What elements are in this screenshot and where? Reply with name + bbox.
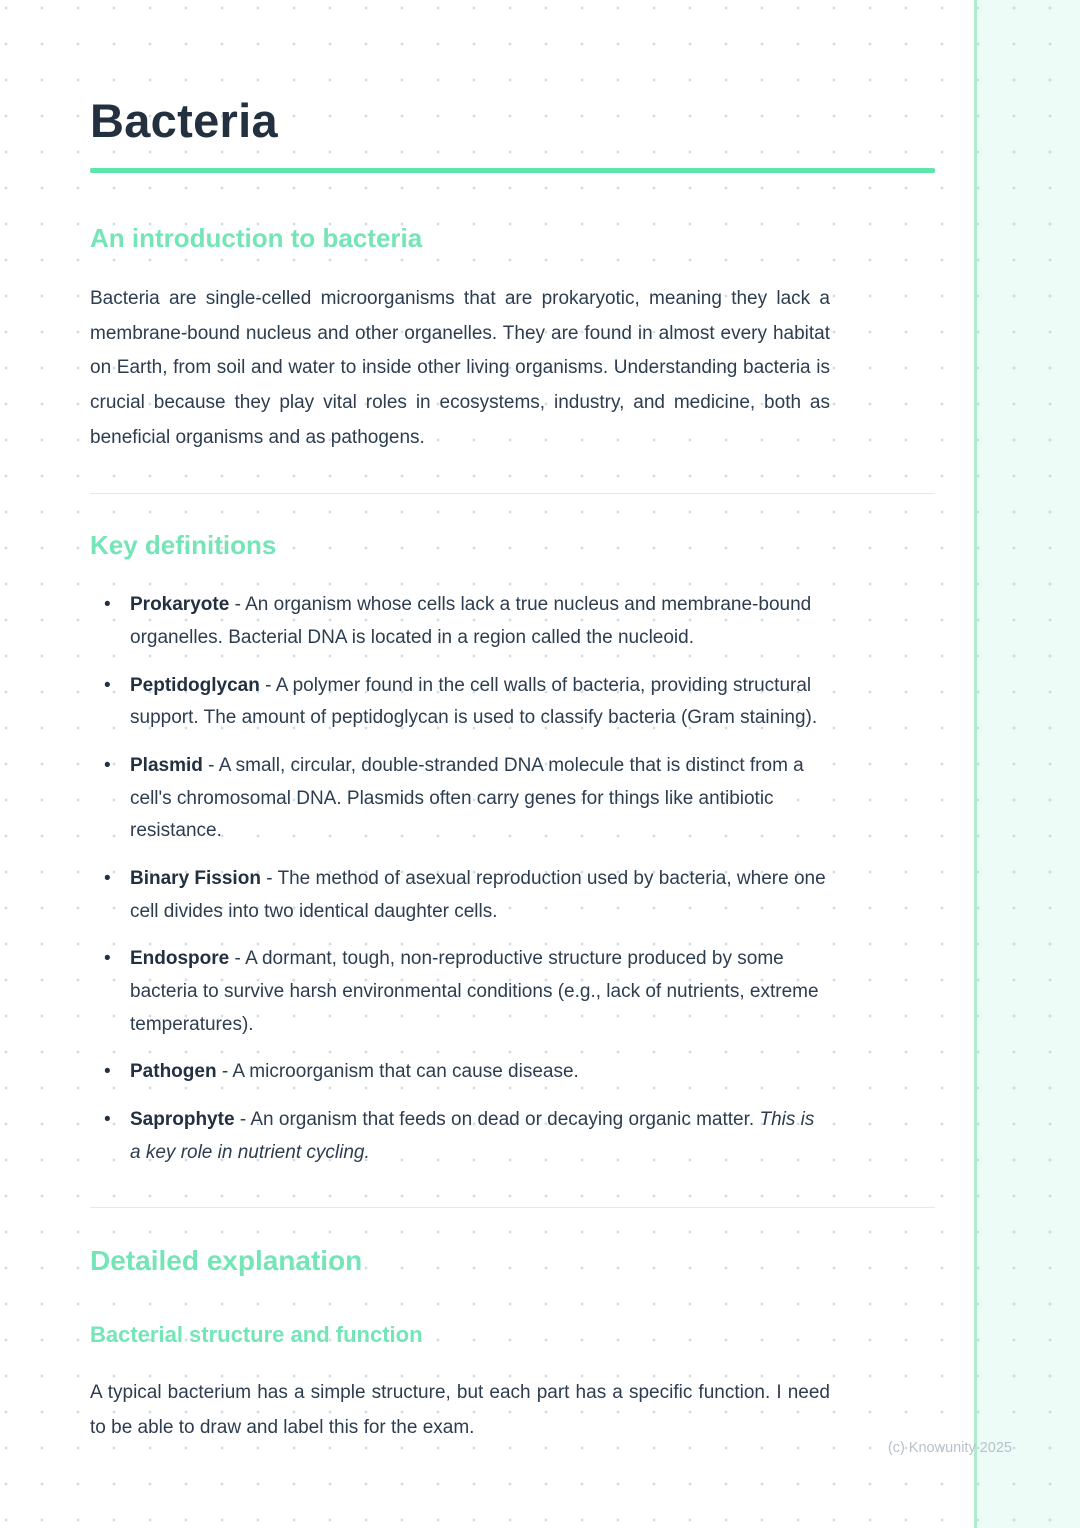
- detailed-paragraph: A typical bacterium has a simple structure, but each part has a specific function. I need to be able to draw and label this for the exam.: [90, 1382, 830, 1438]
- definitions-list: [90, 589, 935, 1169]
- definition-term: Endospore: [130, 948, 230, 970]
- definition-term: Pathogen: [130, 1061, 217, 1083]
- definition-note: This is a key role in nutrient cycling.: [130, 1109, 815, 1163]
- section-heading-definitions: Key definitions: [90, 530, 277, 561]
- definition-text: [130, 943, 830, 1041]
- definition-term: Peptidoglycan: [130, 674, 260, 696]
- bullet-icon: •: [104, 868, 111, 890]
- definition-separator: -: [234, 594, 241, 616]
- definition-body: An organism whose cells lack a true nucleus and membrane-bound organelles. Bacterial DNA is located in a region called the nucleoid.: [130, 594, 812, 648]
- definition-separator: -: [234, 948, 241, 970]
- section-divider: [90, 1207, 935, 1208]
- section-divider: [90, 493, 935, 494]
- definition-term: Saprophyte: [130, 1109, 235, 1131]
- section-heading-detailed: Detailed explanation: [90, 1245, 363, 1277]
- document-content: [90, 94, 935, 1446]
- definition-separator: -: [265, 674, 272, 696]
- definition-separator: -: [266, 868, 273, 890]
- definition-text: [130, 1056, 579, 1089]
- intro-paragraph: Bacteria are single-celled microorganisms that are prokaryotic, meaning they lack a membrane-bound nucleus and other organelles. They are found in almost every habitat on Earth, from soil and water to inside other living organisms. Understanding bacteria is crucial because they play vital roles in ecosystems, industry, and medicine, both as beneficial organisms and as pathogens.: [90, 288, 830, 448]
- definition-text: [130, 589, 830, 654]
- bullet-icon: •: [104, 948, 111, 970]
- definition-term: Plasmid: [130, 755, 203, 776]
- definition-separator: -: [239, 1109, 247, 1131]
- section-heading-intro: An introduction to bacteria: [90, 223, 423, 254]
- side-accent-band: [977, 0, 1080, 1528]
- bullet-icon: •: [104, 755, 111, 776]
- bullet-icon: •: [104, 1109, 111, 1131]
- bullet-icon: •: [104, 674, 111, 696]
- definition-item: [104, 1104, 935, 1169]
- definition-body: A dormant, tough, non-reproductive structure produced by some bacteria to survive harsh environmental conditions (e.g., lack of nutrients, extreme temperatures).: [130, 948, 819, 1035]
- definition-separator: -: [208, 755, 215, 776]
- definition-body: A small, circular, double-stranded DNA molecule that is distinct from a cell's chromosomal DNA. Plasmids often carry genes for things like antibiotic resistance.: [130, 755, 804, 842]
- bullet-icon: •: [104, 1061, 111, 1083]
- sub-heading-structure: Bacterial structure and function: [90, 1321, 423, 1347]
- definition-text: [130, 750, 830, 848]
- definition-separator: -: [221, 1061, 229, 1083]
- bullet-icon: •: [104, 594, 111, 616]
- definition-term: Binary Fission: [130, 868, 261, 890]
- definition-item: [104, 1056, 935, 1089]
- definition-text: [130, 863, 830, 928]
- definition-body: An organism that feeds on dead or decaying organic matter.: [250, 1109, 755, 1131]
- definition-text: [130, 670, 830, 735]
- definition-item: [104, 750, 935, 848]
- definition-item: [104, 589, 935, 654]
- definition-text: [130, 1104, 830, 1169]
- definition-item: [104, 943, 935, 1041]
- definition-body: The method of asexual reproduction used by bacteria, where one cell divides into two identical daughter cells.: [130, 868, 826, 922]
- definition-term: Prokaryote: [130, 594, 230, 616]
- footer-credit: (c) Knowunity 2025: [887, 1440, 1012, 1456]
- definition-body: A microorganism that can cause disease.: [232, 1061, 579, 1083]
- side-accent-line: [974, 0, 977, 1528]
- definition-item: [104, 863, 935, 928]
- title-underline-bar: [90, 168, 935, 173]
- definition-item: [104, 670, 935, 735]
- definition-body: A polymer found in the cell walls of bacteria, providing structural support. The amount of peptidoglycan is used to classify bacteria (Gram staining).: [130, 674, 818, 729]
- page-title: Bacteria: [90, 94, 278, 147]
